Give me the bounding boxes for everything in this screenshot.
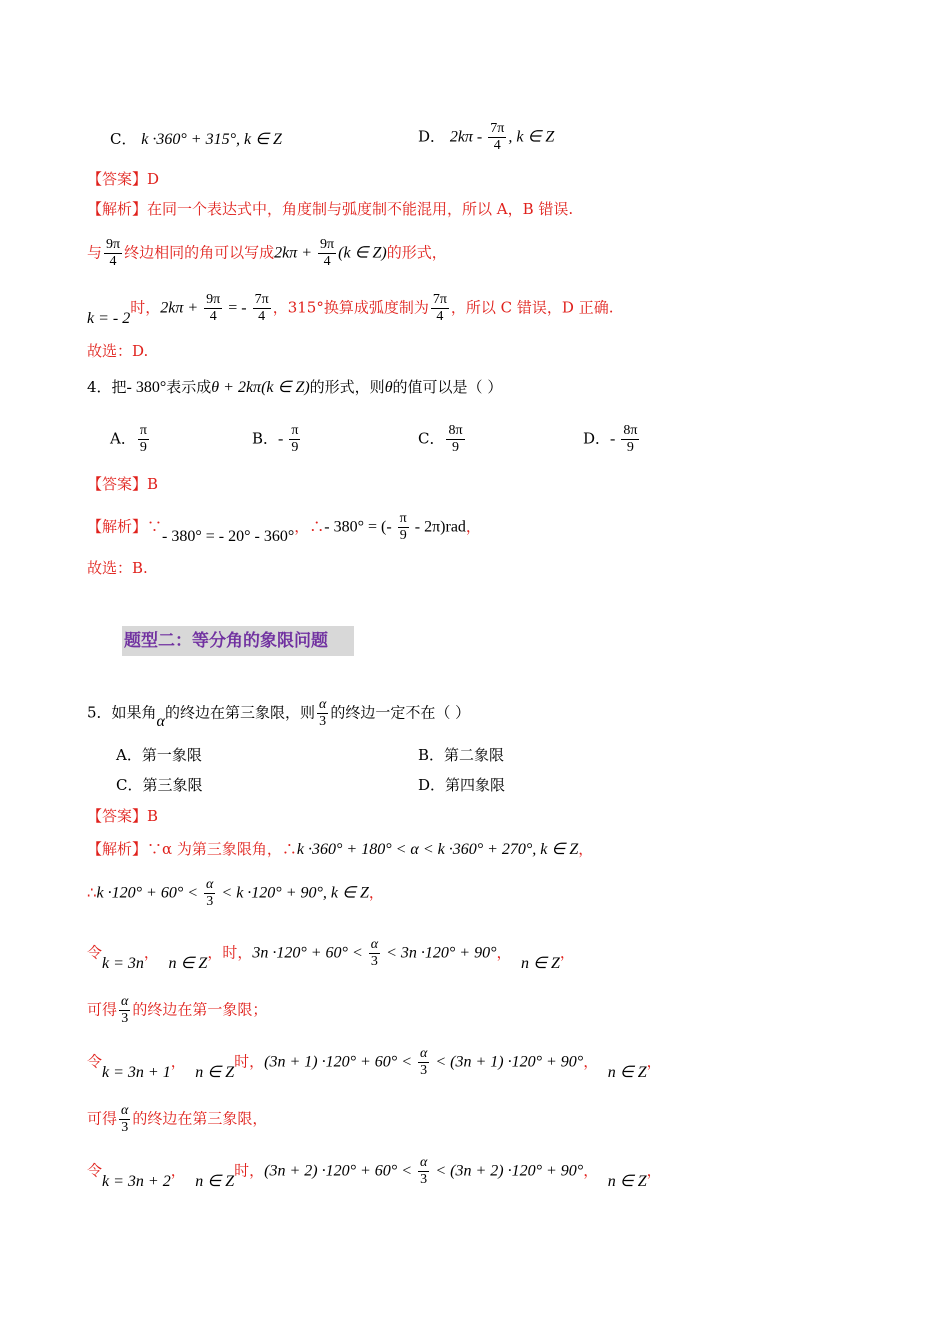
q5-analysis-line5 [87, 1046, 662, 1081]
q3-choose: 故选：D. [87, 342, 149, 360]
fraction [446, 424, 464, 455]
fraction [253, 293, 271, 324]
math: 2kπ + [274, 244, 317, 262]
fraction-denominator: 4 [323, 254, 331, 269]
section-heading: 题型二：等分角的象限问题 [124, 631, 328, 651]
fraction [418, 1156, 429, 1187]
q5-analysis-line6 [87, 1104, 267, 1135]
analysis-text: 在同一个表达式中，角度制与弧度制不能混用，所以 A，B 错误. [147, 200, 574, 218]
text: 可得 [87, 1109, 118, 1128]
fraction-numerator: α [121, 1103, 129, 1118]
fraction-denominator: 9 [399, 528, 407, 543]
text: 与 [87, 243, 103, 262]
fraction-numerator: α [318, 697, 327, 712]
math: (k ∈ Z) [338, 244, 387, 262]
option-sign: - [278, 430, 288, 448]
math: k = 3n + 2 [102, 1172, 171, 1190]
math: θ + 2kπ(k ∈ Z) [211, 379, 310, 396]
fraction-numerator: α [370, 937, 379, 952]
option-label: B． [418, 746, 445, 764]
text: ， [646, 1052, 662, 1071]
text: ， [559, 943, 575, 962]
math: k = 3n [102, 954, 144, 972]
text: ， [583, 1161, 599, 1180]
option-label: A． [116, 746, 142, 764]
q5-stem [87, 698, 470, 729]
fraction [418, 1047, 429, 1078]
text: ∴ [309, 517, 325, 536]
text: 的形式，则 [309, 378, 385, 396]
q5-option-c [116, 774, 203, 796]
option-label: D． [418, 127, 446, 146]
text: 的形式， [386, 243, 447, 262]
fraction-denominator: 3 [420, 1172, 428, 1187]
option-label: B． [252, 429, 279, 448]
option-expression: 2kπ - [449, 128, 487, 146]
option-text: 第四象限 [445, 776, 506, 794]
q5-option-b [418, 744, 504, 766]
fraction-denominator: 3 [319, 714, 327, 729]
option-label: D． [418, 776, 446, 794]
q5-analysis-line7 [87, 1155, 662, 1190]
fraction [204, 878, 215, 909]
text: ， [368, 883, 384, 902]
q4-option-d [583, 424, 641, 455]
fraction-numerator: α [419, 1155, 428, 1170]
text: ∴ [87, 883, 97, 902]
text: ， [578, 840, 594, 858]
math: n ∈ Z [168, 954, 208, 972]
text: ∵ [147, 517, 163, 536]
text: 4．把 [87, 378, 127, 396]
q4-answer: 【答案】B [87, 475, 159, 493]
text: 时， [234, 1052, 265, 1071]
fraction [621, 424, 639, 455]
math: n ∈ Z [195, 1063, 235, 1081]
text: ∵α 为第三象限角，∴ [147, 840, 297, 858]
fraction-numerator: π [399, 511, 407, 526]
text: 令 [87, 1161, 103, 1180]
math: < (3n + 2) ·120° + 90° [431, 1162, 584, 1180]
option-text: 第一象限 [141, 746, 202, 764]
fraction [119, 1104, 130, 1135]
option-sign: - [610, 430, 620, 448]
fraction-denominator: 4 [436, 309, 444, 324]
math: - 380° = (- [324, 518, 396, 536]
q5-analysis-line4 [87, 995, 267, 1026]
fraction-numerator: α [206, 877, 214, 892]
math: k ·360° + 180° < α < k ·360° + 270°, k ∈ Z [296, 841, 579, 858]
fraction-denominator: 3 [121, 1011, 129, 1026]
option-label: A． [110, 429, 136, 448]
text: ， [170, 1052, 186, 1071]
q3-analysis-line3 [87, 292, 614, 327]
option-expression: k ·360° + 315°, k ∈ Z [141, 131, 282, 148]
fraction [138, 424, 149, 455]
text: ， [496, 943, 512, 962]
math: n ∈ Z [607, 1063, 647, 1081]
text: ， [646, 1161, 662, 1180]
fraction-numerator: 7π [432, 292, 447, 307]
math: θ [384, 379, 393, 396]
math: n ∈ Z [195, 1172, 235, 1190]
q3-analysis [87, 198, 573, 220]
fraction-numerator: 9π [206, 292, 221, 307]
text: ，时， [207, 943, 253, 962]
math: < (3n + 1) ·120° + 90° [431, 1053, 584, 1071]
text: 的终边一定不在（ ） [330, 703, 471, 722]
q3-answer: 【答案】D [87, 170, 160, 188]
q5-option-a [116, 744, 202, 766]
fraction-denominator: 3 [420, 1063, 428, 1078]
option-label: D． [583, 429, 611, 448]
option-label: C． [116, 776, 143, 794]
text: 终边相同的角可以写成 [124, 243, 275, 262]
fraction-denominator: 9 [452, 440, 460, 455]
math: 3n ·120° + 60° < [252, 944, 367, 962]
fraction-denominator: 4 [109, 254, 117, 269]
text: 的值可以是（ ） [392, 378, 503, 396]
text: ，所以 C 错误，D 正确. [450, 298, 614, 317]
text: 的终边在第三象限，则 [164, 703, 315, 722]
fraction [104, 238, 122, 269]
text: 可得 [87, 1000, 118, 1019]
q5-analysis-line3 [87, 937, 575, 972]
fraction [318, 238, 336, 269]
text: 令 [87, 1052, 103, 1071]
q5-analysis-line1 [87, 838, 593, 861]
math: < k ·120° + 90°, k ∈ Z [217, 884, 369, 902]
math: - 380° [126, 379, 167, 396]
math: k ·120° + 60° < [96, 884, 203, 902]
fraction-numerator: α [121, 994, 129, 1009]
fraction-numerator: 8π [623, 423, 638, 438]
text: 的终边在第三象限， [132, 1109, 268, 1128]
fraction-denominator: 3 [206, 894, 214, 909]
fraction-numerator: π [139, 423, 147, 438]
q4-option-c [418, 424, 467, 455]
math: n ∈ Z [521, 954, 560, 972]
option-text: 第三象限 [142, 776, 203, 794]
fraction-denominator: 3 [121, 1120, 129, 1135]
q3-option-d [418, 122, 554, 153]
text: ， [465, 517, 481, 536]
math: 2kπ + [160, 299, 203, 317]
text: 表示成 [166, 378, 212, 396]
math: - 380° = - 20° - 360° [162, 527, 295, 545]
fraction [289, 424, 300, 455]
math: n ∈ Z [607, 1172, 647, 1190]
fraction [398, 512, 409, 543]
q4-option-a [110, 424, 151, 455]
fraction-denominator: 9 [626, 440, 634, 455]
fraction-denominator: 4 [493, 138, 501, 153]
text: ， [143, 943, 159, 962]
analysis-tag: 【解析】 [87, 517, 148, 536]
math: < 3n ·120° + 90° [382, 944, 497, 962]
math: k = - 2 [87, 309, 131, 327]
q5-option-d [418, 774, 505, 796]
fraction [369, 938, 380, 969]
text: ， [294, 517, 310, 536]
text: 的终边在第一象限； [132, 1000, 268, 1019]
fraction-numerator: 9π [106, 237, 121, 252]
q3-analysis-line2 [87, 238, 447, 269]
fraction [431, 293, 449, 324]
text: 令 [87, 943, 103, 962]
fraction-denominator: 4 [258, 309, 266, 324]
option-text: 第二象限 [444, 746, 505, 764]
math: α [156, 712, 165, 730]
math: k = 3n + 1 [102, 1063, 171, 1081]
fraction-numerator: 7π [490, 121, 505, 136]
text: 5．如果角 [87, 703, 157, 722]
text: ，315°换算成弧度制为 [272, 298, 429, 317]
math: - 2π)rad [410, 518, 466, 536]
text: ， [170, 1161, 186, 1180]
fraction-numerator: 7π [254, 292, 269, 307]
q4-analysis [87, 512, 481, 543]
q4-stem [87, 376, 502, 399]
fraction-denominator: 9 [291, 440, 299, 455]
q3-option-c [110, 128, 282, 151]
math: (3n + 1) ·120° + 60° < [264, 1053, 416, 1071]
fraction-denominator: 9 [139, 440, 147, 455]
fraction-numerator: α [419, 1046, 428, 1061]
text: 时， [234, 1161, 265, 1180]
analysis-tag: 【解析】 [87, 840, 148, 858]
fraction-denominator: 4 [209, 309, 217, 324]
fraction [119, 995, 130, 1026]
fraction-numerator: 9π [320, 237, 335, 252]
fraction [204, 293, 222, 324]
fraction-numerator: 8π [448, 423, 463, 438]
text: ， [583, 1052, 599, 1071]
option-label: C． [418, 429, 445, 448]
fraction [317, 698, 328, 729]
math: = - [224, 299, 251, 317]
q4-option-b [252, 424, 302, 455]
analysis-tag: 【解析】 [87, 200, 148, 218]
q5-analysis-line2 [87, 878, 384, 909]
q5-answer: 【答案】B [87, 807, 159, 825]
option-expression-tail: , k ∈ Z [508, 128, 555, 146]
math: (3n + 2) ·120° + 60° < [264, 1162, 416, 1180]
fraction-denominator: 3 [370, 954, 378, 969]
option-label: C． [110, 130, 137, 148]
fraction [488, 122, 506, 153]
fraction-numerator: π [291, 423, 299, 438]
q4-choose: 故选：B. [87, 559, 148, 577]
text: 时， [130, 298, 161, 317]
